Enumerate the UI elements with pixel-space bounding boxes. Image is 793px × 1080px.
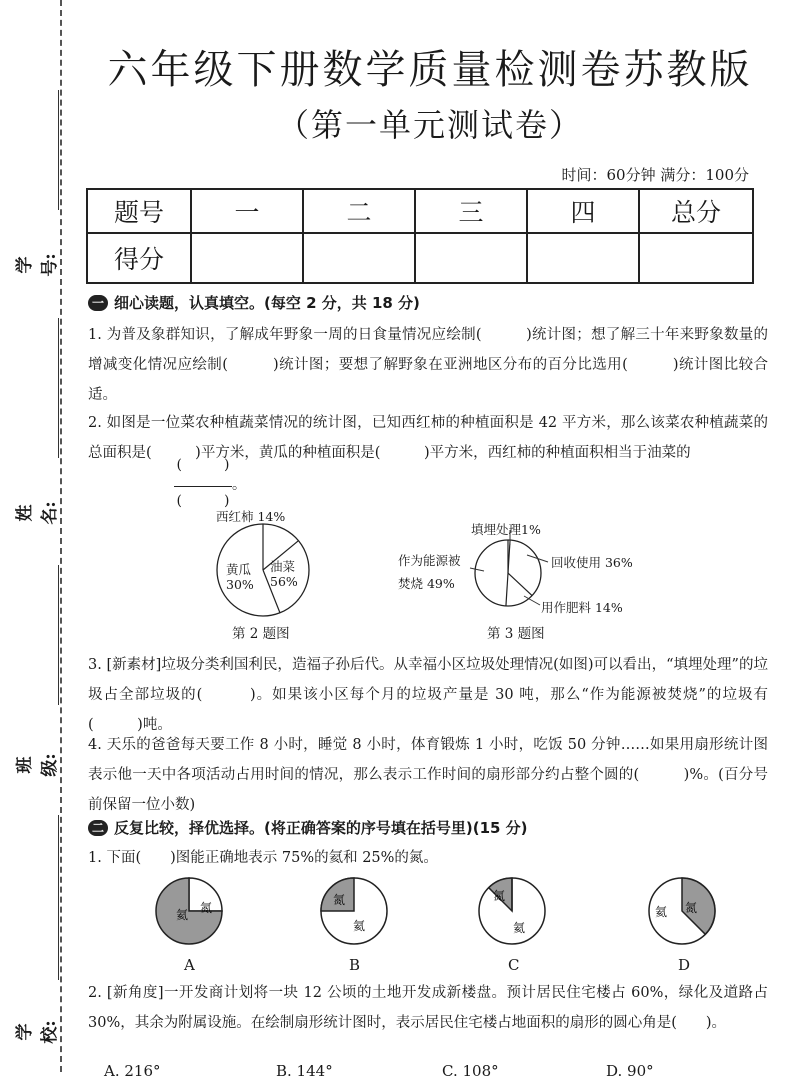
option-a-shaded-text: 氦 [176, 908, 189, 922]
option-d-letter: D [678, 956, 691, 974]
question-1-1: 1. 为普及象群知识，了解成年野象一周的日食量情况应绘制( )统计图；想了解三十年来野象数量的增减变化情况应绘制( )统计图；要想了解野象在亚洲地区分布的百分比选用( )统计图比较合适。 [88, 327, 768, 403]
pie3-label-fenshao-line2: 焚烧 49% [398, 576, 455, 591]
name-blank[interactable] [58, 318, 59, 458]
page-subtitle: （第一单元测试卷） [276, 106, 583, 144]
side-student-number: 学号: [20, 90, 56, 300]
side-name: 姓名: [20, 318, 56, 528]
option-b-letter: B [349, 956, 361, 974]
score-header-cell: 题号 [87, 189, 191, 233]
score-row-label: 得分 [87, 233, 191, 283]
side-class: 班级: [20, 565, 56, 775]
answer-option-d[interactable]: D. 90° [606, 1062, 654, 1080]
time-info: 时间：60分钟 满分：100分 [561, 166, 749, 184]
score-header-cell: 二 [303, 189, 415, 233]
score-header-cell: 四 [527, 189, 639, 233]
score-cell[interactable] [527, 233, 639, 283]
section-1-heading [88, 292, 420, 313]
score-header-cell: 总分 [639, 189, 753, 233]
section-number-badge: 一 [88, 295, 108, 311]
side-school: 学校: [20, 815, 56, 1065]
option-d-white-text: 氦 [655, 905, 668, 919]
pie2-label-huanggua: 黄瓜 [226, 562, 252, 577]
school-blank[interactable] [58, 815, 59, 980]
chart-3-caption: 第 3 题图 [487, 626, 545, 642]
question-1-3: 3. [新素材]垃圾分类利国利民，造福子孙后代。从幸福小区垃圾处理情况(如图)可以看出，“填埋处理”的垃圾占全部垃圾的( )。如果该小区每个月的垃圾产量是 30 吨，那么“作为能源被焚烧”的垃圾有( )吨。 [88, 657, 768, 733]
pie3-label-feiliao: 用作肥料 14% [541, 600, 623, 615]
option-d-pie[interactable] [647, 876, 717, 946]
binding-line [60, 0, 62, 1072]
pie3-label-huishou: 回收使用 36% [551, 555, 633, 570]
score-table [86, 188, 754, 284]
score-header-cell: 一 [191, 189, 303, 233]
question-2-2: 2. [新角度]一开发商计划将一块 12 公顷的土地开发成新楼盘。预计居民住宅楼占 60%，绿化及道路占 30%，其余为附属设施。在绘制扇形统计图时，表示居民住宅楼占地面积的扇形的圆心角是( )。 [88, 985, 768, 1031]
option-c-white-text: 氦 [513, 921, 526, 935]
option-b-pie[interactable] [319, 876, 389, 946]
section-number-badge: 二 [88, 820, 108, 836]
answer-option-b[interactable]: B. 144° [276, 1062, 333, 1080]
pie-chart-3 [472, 537, 544, 609]
pie3-label-tianmai: 填埋处理1% [471, 522, 541, 537]
fraction-blank[interactable]: ( ) ( ) [168, 456, 238, 510]
section-title: 细心读题，认真填空。(每空 2 分，共 18 分) [114, 294, 420, 312]
fraction-bar [174, 486, 232, 487]
question-1-2: 2. 如图是一位菜农种植蔬菜情况的统计图，已知西红柿的种植面积是 42 平方米，那么该菜农种植蔬菜的总面积是( )平方米，黄瓜的种植面积是( )平方米，西红柿的种植面积相当于油菜的 [88, 415, 768, 461]
student-number-blank[interactable] [58, 90, 59, 210]
option-b-white-text: 氦 [353, 919, 366, 933]
score-cell[interactable] [415, 233, 527, 283]
pie2-label-youcai-pct: 56% [270, 574, 298, 589]
fraction-end-mark: 。 [232, 477, 246, 493]
page-title: 六年级下册数学质量检测卷苏教版 [107, 47, 753, 93]
score-cell[interactable] [191, 233, 303, 283]
option-c-letter: C [508, 956, 520, 974]
answer-option-a[interactable]: A. 216° [104, 1062, 161, 1080]
option-a-letter: A [184, 956, 195, 974]
option-c-shaded-text: 氮 [493, 889, 506, 903]
question-1-4: 4. 天乐的爸爸每天要工作 8 小时，睡觉 8 小时，体育锻炼 1 小时，吃饭 50 分钟……如果用扇形统计图表示他一天中各项活动占用时间的情况，那么表示工作时间的扇形部分约占整个圆的( )%。(百分号前保留一位小数) [88, 737, 768, 813]
score-cell[interactable] [639, 233, 753, 283]
option-b-shaded-text: 氮 [333, 893, 346, 907]
pie2-label-youcai: 油菜 [270, 559, 296, 574]
pie3-label-fenshao-line1: 作为能源被 [398, 553, 461, 568]
score-header-cell: 三 [415, 189, 527, 233]
option-a-pie[interactable] [154, 876, 224, 946]
option-c-pie[interactable] [477, 876, 547, 946]
option-a-white-text: 氮 [200, 901, 213, 915]
pie2-label-xihongshi: 西红柿 14% [216, 509, 286, 524]
option-d-shaded-text: 氮 [685, 901, 698, 915]
class-blank[interactable] [58, 565, 59, 705]
score-cell[interactable] [303, 233, 415, 283]
section-2-heading [88, 817, 528, 838]
answer-option-c[interactable]: C. 108° [442, 1062, 499, 1080]
chart-2-caption: 第 2 题图 [232, 626, 290, 642]
pie2-label-huanggua-pct: 30% [226, 577, 254, 592]
section-title: 反复比较，择优选择。(将正确答案的序号填在括号里)(15 分) [114, 819, 528, 837]
question-2-1: 1. 下面( )图能正确地表示 75%的氦和 25%的氮。 [88, 850, 438, 866]
